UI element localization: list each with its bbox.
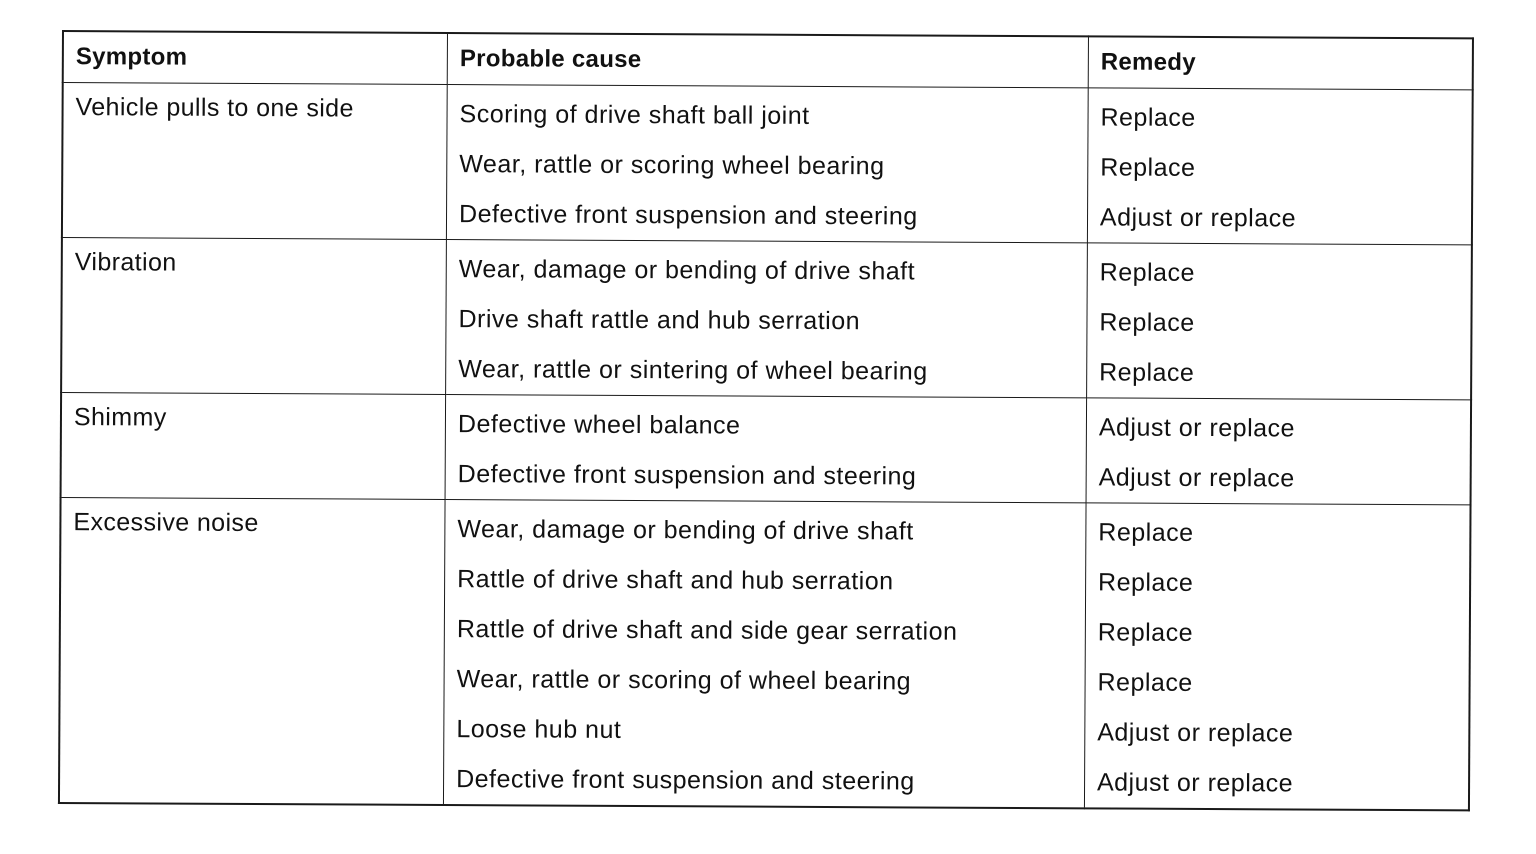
symptom-cell: Vehicle pulls to one side — [62, 83, 447, 240]
probable-cause-item: Wear, damage or bending of drive shaft — [458, 255, 916, 286]
probable-cause-cell — [443, 500, 1085, 809]
remedy-item: Replace — [1099, 358, 1195, 387]
probable-cause-item: Defective front suspension and steering — [457, 460, 917, 491]
remedy-cell — [1087, 88, 1472, 245]
remedy-item: Adjust or replace — [1098, 463, 1295, 493]
probable-cause-item: Defective front suspension and steering — [458, 200, 918, 231]
probable-cause-item: Drive shaft rattle and hub serration — [458, 305, 861, 336]
probable-cause-column-header: Probable cause — [447, 33, 1088, 88]
probable-cause-item: Wear, rattle or scoring wheel bearing — [459, 150, 885, 181]
probable-cause-item: Wear, rattle or scoring of wheel bearing — [456, 665, 912, 696]
remedy-item: Replace — [1100, 103, 1196, 132]
remedy-item: Replace — [1097, 618, 1194, 647]
table-body — [59, 83, 1473, 811]
table-header — [63, 31, 1473, 90]
remedy-item: Replace — [1099, 258, 1195, 287]
remedy-item: Adjust or replace — [1098, 413, 1296, 443]
probable-cause-item: Defective wheel balance — [457, 410, 741, 440]
probable-cause-item: Wear, rattle or sintering of wheel bearing — [458, 355, 928, 386]
symptom-column-header: Symptom — [63, 31, 448, 85]
probable-cause-item: Wear, damage or bending of drive shaft — [457, 515, 914, 546]
remedy-cell — [1087, 243, 1472, 400]
probable-cause-cell — [445, 395, 1086, 503]
table-row — [62, 83, 1473, 245]
header-row — [63, 31, 1473, 90]
remedy-item: Adjust or replace — [1099, 203, 1297, 233]
probable-cause-cell — [446, 240, 1088, 398]
remedy-column-header: Remedy — [1088, 36, 1473, 90]
table-row — [61, 393, 1472, 505]
table-row — [61, 238, 1472, 400]
remedy-item: Replace — [1099, 308, 1195, 337]
remedy-item: Adjust or replace — [1096, 768, 1294, 798]
remedy-item: Replace — [1100, 153, 1196, 182]
remedy-cell — [1086, 398, 1471, 505]
remedy-item: Replace — [1098, 518, 1194, 547]
symptom-cell: Shimmy — [61, 393, 446, 500]
symptom-cell: Vibration — [61, 238, 446, 395]
remedy-item: Replace — [1097, 568, 1194, 597]
probable-cause-cell — [446, 85, 1088, 243]
symptom-cell: Excessive noise — [59, 497, 445, 805]
probable-cause-item: Loose hub nut — [456, 715, 622, 744]
probable-cause-item: Scoring of drive shaft ball joint — [459, 100, 810, 130]
remedy-item: Replace — [1097, 668, 1193, 697]
remedy-item: Adjust or replace — [1097, 718, 1294, 748]
troubleshooting-table — [58, 30, 1474, 811]
probable-cause-item: Rattle of drive shaft and hub serration — [457, 565, 894, 596]
remedy-cell — [1084, 503, 1470, 811]
probable-cause-item: Defective front suspension and steering — [456, 765, 915, 796]
probable-cause-item: Rattle of drive shaft and side gear serration — [456, 615, 958, 646]
table-row — [59, 497, 1471, 810]
